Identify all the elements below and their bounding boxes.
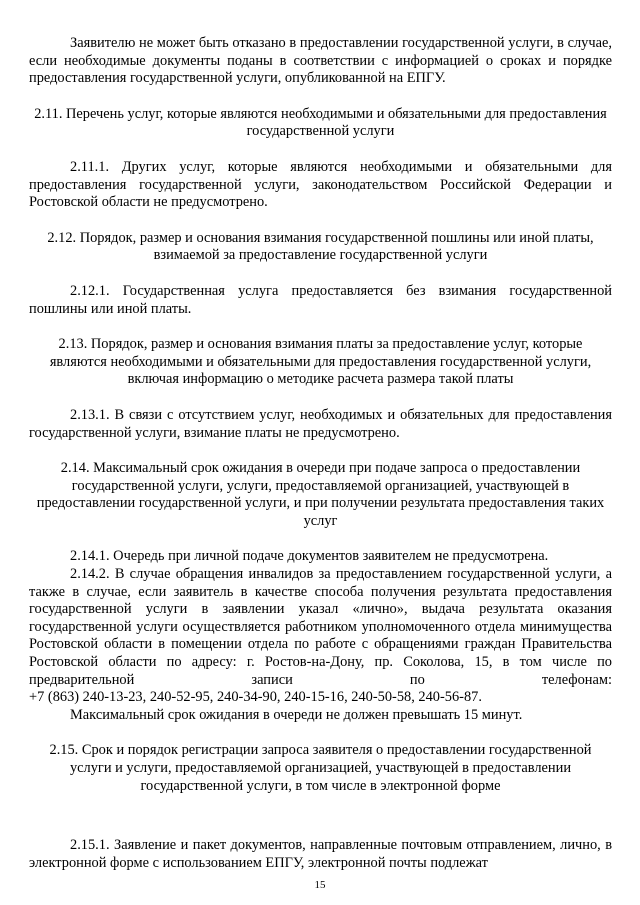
paragraph-2-14-max-wait: Максимальный срок ожидания в очереди не должен превышать 15 минут.: [70, 706, 523, 723]
paragraph-2-15-1: 2.15.1. Заявление и пакет документов, направленные почтовым отправлением, лично, в электронной форме с использованием ЕПГУ, электронной почты подлежат: [29, 837, 612, 871]
heading-2-11: 2.11. Перечень услуг, которые являются необходимыми и обязательными для предоставления государственной услуги: [34, 105, 607, 140]
paragraph-2-14-2-phones: +7 (863) 240-13-23, 240-52-95, 240-34-90, 240-15-16, 240-50-58, 240-56-87.: [29, 689, 482, 706]
paragraph-2-14-1: 2.14.1. Очередь при личной подаче документов заявителем не предусмотрена.: [70, 548, 549, 565]
heading-2-13: 2.13. Порядок, размер и основания взимания платы за предоставление услуг, которые являются необходимыми и обязательными для предоставления государственной услуги, включая информацию о методике расчета размера такой платы: [49, 336, 592, 388]
document-page: [29, 35, 612, 872]
paragraph-2-14-2: 2.14.2. В случае обращения инвалидов за предоставлением государственной услуги, а также в случае, если заявитель в качестве способа получения результата предоставления государственной услуги в заявлении указал «лично», выдача результата оказания государственной услуги осуществляется работником уполномоченного отдела минимущества Ростовской области в помещении отдела по работе с обращениями граждан Правительства Ростовской области по адресу: г. Ростов-на-Дону, пр. Соколова, 15, в том числе по предварительной записи по телефонам:: [29, 566, 612, 688]
heading-2-14: 2.14. Максимальный срок ожидания в очереди при подаче запроса о предоставлении государственной услуги, услуги, предоставляемой организацией, участвующей в предоставлении государственной услуги, и при получении результата предоставления таких услуг: [36, 460, 605, 529]
heading-2-15: 2.15. Срок и порядок регистрации запроса заявителя о предоставлении государственной услуги и услуги, предоставляемой организацией, участвующей в предоставлении государственной услуги, в том числе в электронной форме: [49, 742, 592, 794]
paragraph-2-11-1: 2.11.1. Других услуг, которые являются необходимыми и обязательными для предоставления государственной услуги, законодательством Российской Федерации и Ростовской области не предусмотрено.: [29, 158, 612, 211]
paragraph-2-12-1: 2.12.1. Государственная услуга предоставляется без взимания государственной пошлины или иной платы.: [29, 282, 612, 317]
paragraph-intro: Заявителю не может быть отказано в предоставлении государственной услуги, в случае, если необходимые документы поданы в соответствии с информацией о сроках и порядке предоставления государственной услуги, опубликованной на ЕПГУ.: [29, 35, 612, 87]
paragraph-2-13-1: 2.13.1. В связи с отсутствием услуг, необходимых и обязательных для предоставления государственной услуги, взимание платы не предусмотрено.: [29, 406, 612, 441]
page-number: 15: [314, 879, 326, 891]
heading-2-12: 2.12. Порядок, размер и основания взимания государственной пошлины или иной платы, взимаемой за предоставление государственной услуги: [47, 229, 594, 264]
